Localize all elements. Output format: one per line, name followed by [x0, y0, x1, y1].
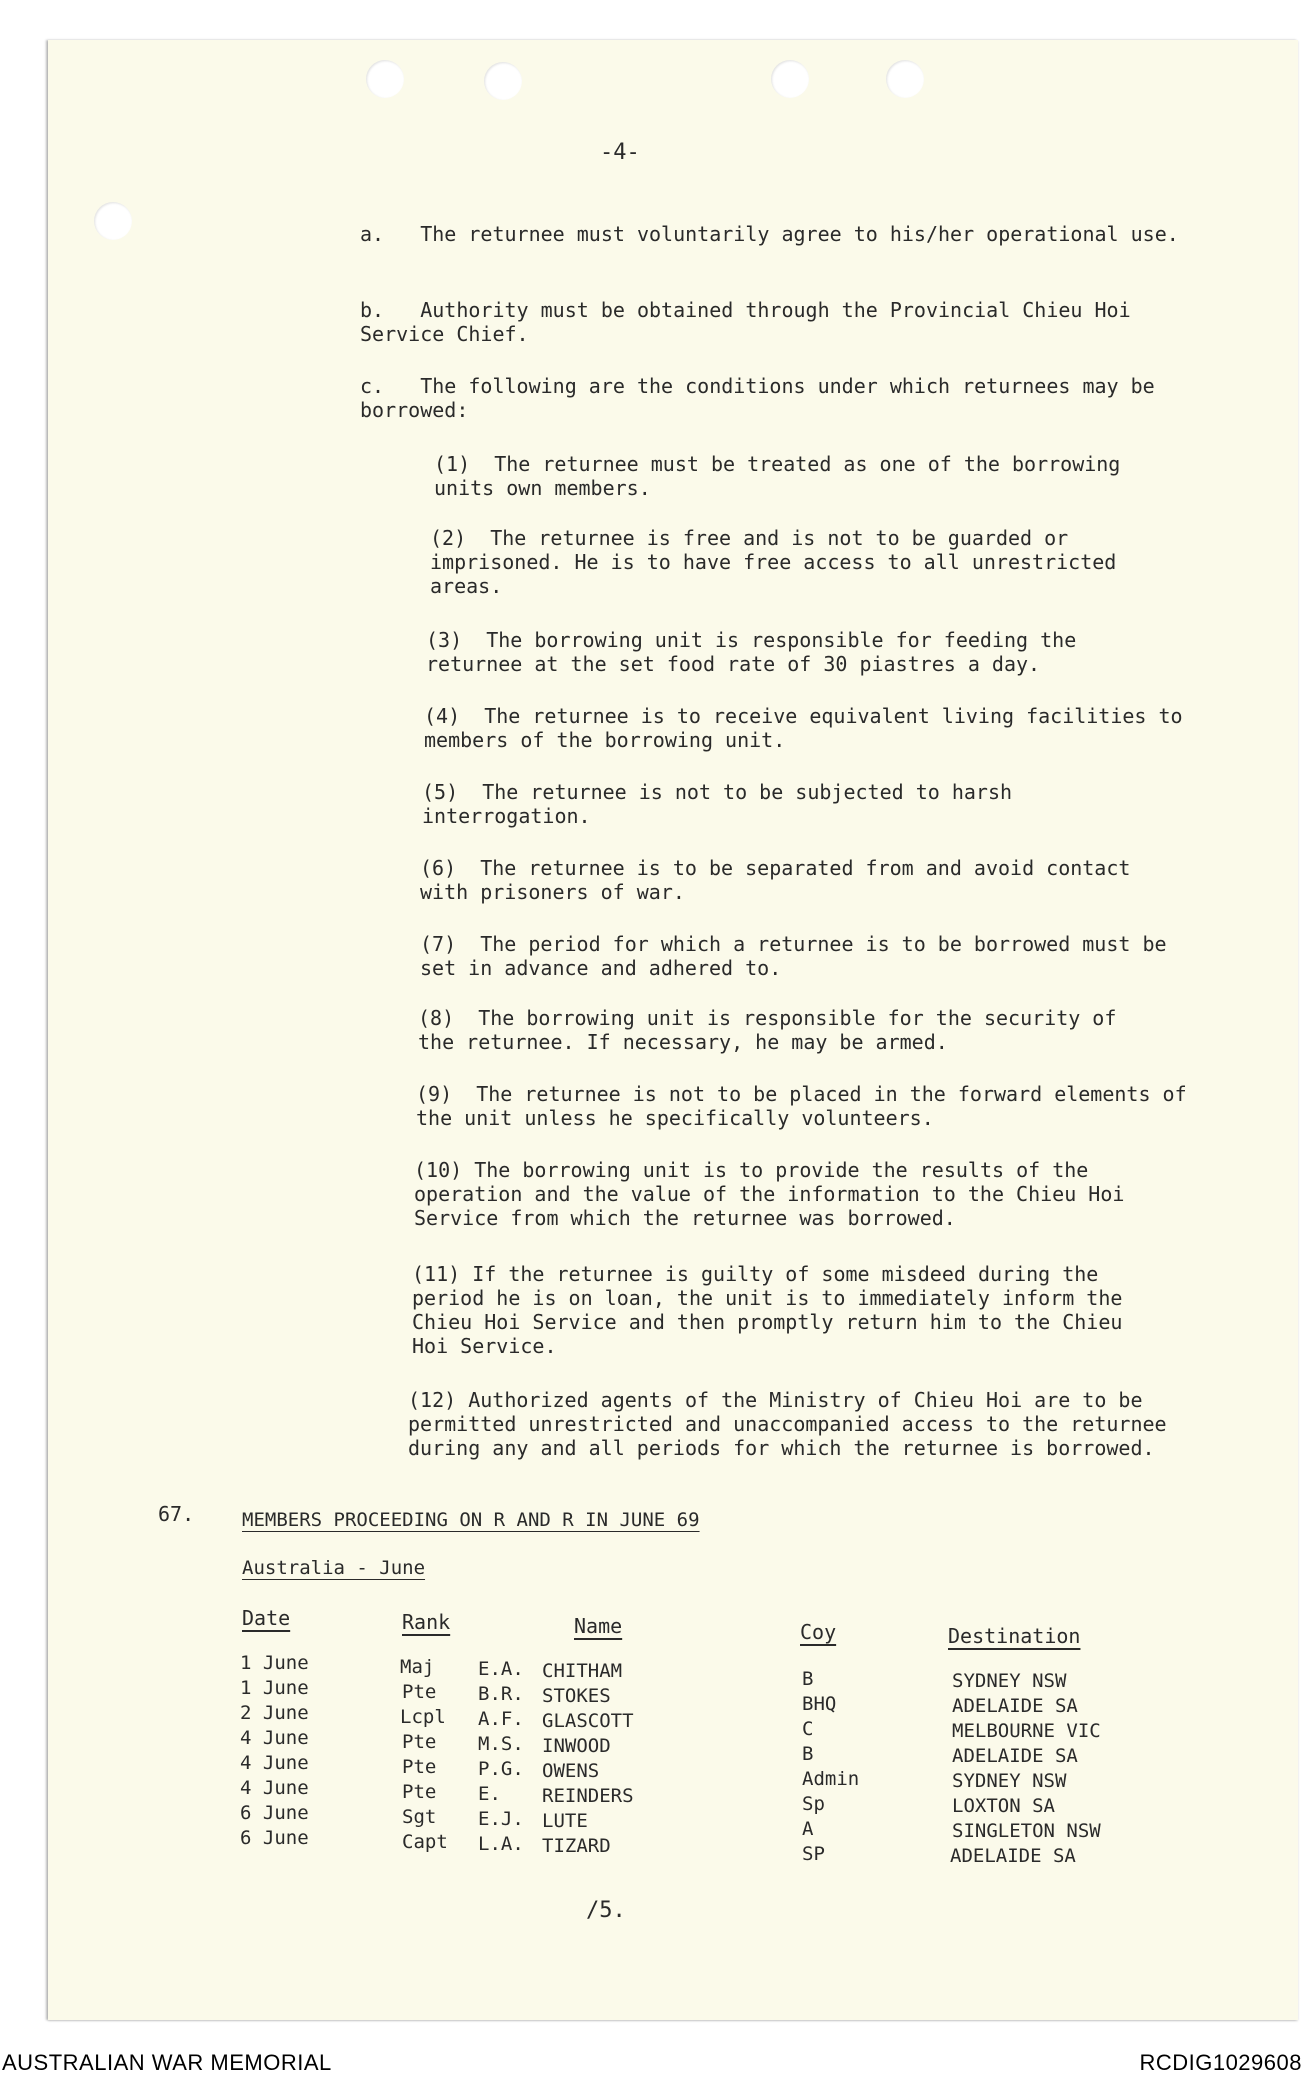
punch-hole — [771, 60, 809, 98]
footer-archive-name: AUSTRALIAN WAR MEMORIAL — [2, 2050, 332, 2075]
cell-coy: Sp — [802, 1793, 825, 1815]
cell-rank: Pte — [402, 1731, 437, 1753]
condition-4: (4) The returnee is to receive equivalent living facilities to members of the borrowing unit. — [424, 704, 1183, 752]
section-title: MEMBERS PROCEEDING ON R AND R IN JUNE 69 — [242, 1509, 700, 1531]
condition-1: (1) The returnee must be treated as one of the borrowing units own members. — [434, 452, 1121, 500]
cell-destination: SINGLETON NSW — [952, 1820, 1101, 1842]
condition-8: (8) The borrowing unit is responsible for the security of the returnee. If necessary, he may be armed. — [418, 1006, 1117, 1054]
item-b — [360, 298, 1180, 346]
column-header-rank: Rank — [402, 1610, 451, 1634]
cell-coy: SP — [802, 1843, 825, 1865]
column-header-name: Name — [574, 1614, 623, 1638]
footer-record-id: RCDIG1029608 — [1139, 2050, 1302, 2075]
cell-initials: E.J. — [478, 1808, 524, 1830]
cell-destination: SYDNEY NSW — [952, 1770, 1067, 1792]
cell-surname: GLASCOTT — [542, 1710, 634, 1732]
cell-destination: ADELAIDE SA — [952, 1745, 1078, 1767]
cell-coy: C — [802, 1718, 814, 1740]
cell-date: 4 June — [240, 1752, 309, 1774]
item-text: Authority must be obtained through the Provincial Chieu Hoi Service Chief. — [360, 298, 1131, 346]
condition-5: (5) The returnee is not to be subjected to harsh interrogation. — [422, 780, 1013, 828]
punch-hole — [886, 60, 924, 98]
cell-date: 6 June — [240, 1827, 309, 1849]
condition-3: (3) The borrowing unit is responsible for feeding the returnee at the set food rate of 30 piastres a day. — [426, 628, 1077, 676]
item-c — [360, 374, 1200, 422]
item-label: c. — [360, 374, 385, 398]
item-label: a. — [360, 222, 385, 246]
cell-coy: A — [802, 1818, 814, 1840]
cell-rank: Capt — [402, 1831, 448, 1853]
condition-2: (2) The returnee is free and is not to be guarded or imprisoned. He is to have free access to all unrestricted areas. — [430, 526, 1117, 598]
cell-rank: Sgt — [402, 1806, 437, 1828]
cell-destination: LOXTON SA — [952, 1795, 1055, 1817]
cell-surname: TIZARD — [542, 1835, 611, 1857]
cell-surname: OWENS — [542, 1760, 600, 1782]
cell-date: 4 June — [240, 1727, 309, 1749]
condition-12: (12) Authorized agents of the Ministry of Chieu Hoi are to be permitted unrestricted and unaccompanied access to the returnee during any and all periods for which the returnee is borrowed. — [408, 1388, 1167, 1460]
item-text: The following are the conditions under which returnees may be borrowed: — [360, 374, 1155, 422]
cell-rank: Maj — [400, 1656, 435, 1678]
cell-surname: REINDERS — [542, 1785, 634, 1807]
cell-surname: CHITHAM — [542, 1660, 623, 1682]
cell-date: 1 June — [240, 1677, 309, 1699]
condition-6: (6) The returnee is to be separated from and avoid contact with prisoners of war. — [420, 856, 1131, 904]
cell-date: 1 June — [240, 1652, 309, 1674]
cell-initials: E.A. — [478, 1658, 524, 1680]
punch-hole — [94, 202, 132, 240]
cell-surname: STOKES — [542, 1685, 611, 1707]
cell-date: 2 June — [240, 1702, 309, 1724]
cell-initials: E. — [478, 1783, 501, 1805]
item-label: b. — [360, 298, 385, 322]
cell-coy: Admin — [802, 1768, 860, 1790]
condition-11: (11) If the returnee is guilty of some misdeed during the period he is on loan, the unit is to immediately inform the Chieu Hoi Service and then promptly return him to the Chieu Hoi Service. — [412, 1262, 1123, 1358]
cell-initials: M.S. — [478, 1733, 524, 1755]
cell-destination: ADELAIDE SA — [952, 1695, 1078, 1717]
cell-initials: P.G. — [478, 1758, 524, 1780]
item-text: The returnee must voluntarily agree to his/her operational use. — [420, 222, 1179, 246]
condition-9: (9) The returnee is not to be placed in the forward elements of the unit unless he specifically volunteers. — [416, 1082, 1187, 1130]
item-a — [360, 222, 1180, 246]
column-header-coy: Coy — [800, 1620, 837, 1644]
cell-rank: Pte — [402, 1681, 437, 1703]
punch-hole — [484, 62, 522, 100]
cell-initials: A.F. — [478, 1708, 524, 1730]
cell-surname: LUTE — [542, 1810, 588, 1832]
condition-7: (7) The period for which a returnee is to be borrowed must be set in advance and adhered to. — [420, 932, 1167, 980]
cell-coy: B — [802, 1743, 814, 1765]
cell-destination: SYDNEY NSW — [952, 1670, 1067, 1692]
cell-surname: INWOOD — [542, 1735, 611, 1757]
cell-rank: Lcpl — [400, 1706, 446, 1728]
cell-date: 4 June — [240, 1777, 309, 1799]
cell-initials: L.A. — [478, 1833, 524, 1855]
page-number: -4- — [600, 140, 640, 165]
section-number: 67. — [158, 1502, 195, 1526]
punch-hole — [366, 60, 404, 98]
column-header-destination: Destination — [948, 1624, 1081, 1648]
cell-destination: MELBOURNE VIC — [952, 1720, 1101, 1742]
cell-initials: B.R. — [478, 1683, 524, 1705]
condition-10: (10) The borrowing unit is to provide the results of the operation and the value of the information to the Chieu Hoi Service from which the returnee was borrowed. — [414, 1158, 1125, 1230]
cell-coy: B — [802, 1668, 814, 1690]
section-subtitle: Australia - June — [242, 1557, 426, 1579]
column-header-date: Date — [242, 1606, 291, 1630]
cell-destination: ADELAIDE SA — [950, 1845, 1076, 1867]
continuation-marker: /5. — [586, 1898, 626, 1923]
cell-coy: BHQ — [802, 1693, 837, 1715]
cell-rank: Pte — [402, 1781, 437, 1803]
cell-date: 6 June — [240, 1802, 309, 1824]
cell-rank: Pte — [402, 1756, 437, 1778]
